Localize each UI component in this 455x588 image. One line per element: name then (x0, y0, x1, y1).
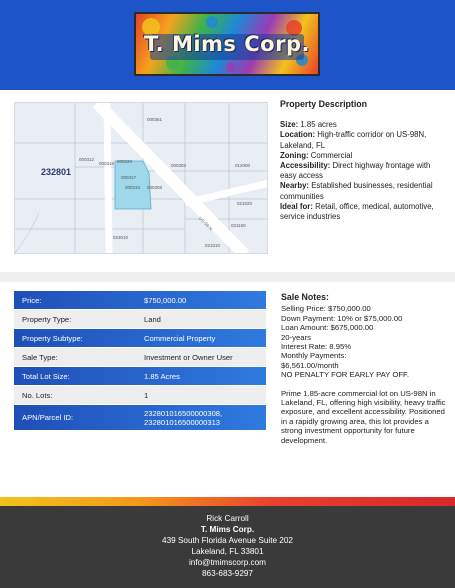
table-row (14, 329, 266, 348)
table-row (14, 310, 266, 329)
sale-notes (281, 293, 449, 445)
sale-notes-title: Sale Notes: (281, 292, 329, 302)
contact-footer (0, 506, 455, 588)
description-title: Property Description (280, 99, 368, 109)
row-value: Commercial Property (144, 333, 216, 343)
color-stripe (0, 497, 455, 506)
table-row (14, 291, 266, 310)
lot-label: 000020 (117, 159, 133, 164)
lot-label: 021020 (237, 201, 253, 206)
row-value: 232801016500000308, 232801016500000313 (144, 408, 223, 427)
row-value: 1.85 Acres (144, 371, 180, 381)
row-label: Property Type: (22, 314, 72, 324)
lot-label: 000303 (171, 163, 187, 168)
row-label: Price: (22, 295, 42, 305)
company-logo (134, 12, 320, 76)
table-row (14, 405, 266, 431)
lot-label: 000316 (99, 161, 115, 166)
row-value: Land (144, 314, 161, 324)
description-row: Location: High-traffic corridor on US-98N, Lakeland, FL (280, 130, 427, 150)
lot-label: 000361 (147, 117, 163, 122)
property-description (280, 99, 445, 222)
description-row: Nearby: Established businesses, residential communities (280, 181, 433, 201)
company-name: T. Mims Corp. (200, 525, 255, 534)
sale-note-line: Loan Amount: $675,000.00 (281, 323, 374, 333)
street-address: 439 South Florida Avenue Suite 202 (162, 536, 293, 545)
lot-label: 000317 (121, 175, 137, 180)
lot-label: 023010 (113, 235, 129, 240)
agent-name: Rick Carroll (206, 514, 249, 523)
row-value: Investment or Owner User (144, 352, 233, 362)
sale-note-line: $6,561.00/month (281, 360, 339, 370)
sale-note-line: NO PENALTY FOR EARLY PAY OFF. (281, 370, 410, 380)
row-label: Sale Type: (22, 352, 58, 362)
row-label: Property Subtype: (22, 333, 83, 343)
row-value: 1 (144, 390, 149, 400)
email-link[interactable]: info@tmimscorp.com (188, 558, 266, 567)
parcel-id-label: 232801 (41, 167, 72, 177)
description-row: Accessibility: Direct highway frontage with easy access (280, 161, 431, 181)
table-row (14, 367, 266, 386)
page-header (0, 0, 455, 90)
sale-note-line: Down Payment: 10% or $75,000.00 (281, 313, 403, 323)
sale-summary-paragraph: Prime 1.85-acre commercial lot on US-98N in Lakeland, FL, offering high visibility, heavy traffic exposure, and excellent accessibility. Positioned in a rapidly growing area, this lot provides a strong investment opportunity for future development. (281, 388, 446, 445)
sale-note-line: Selling Price: $750,000.00 (281, 304, 371, 314)
logo-text: T. Mims Corp. (144, 32, 310, 56)
lot-label: 021160 (231, 223, 246, 228)
sale-note-line: Monthly Payments: (281, 351, 347, 361)
city-state-zip: Lakeland, FL 33801 (191, 547, 264, 556)
lot-label: 000308 (147, 185, 163, 190)
section-divider (0, 272, 455, 282)
table-row (14, 386, 266, 405)
road-label: US-98 N (197, 215, 214, 232)
row-label: Total Lot Size: (22, 371, 70, 381)
lot-label: 021010 (205, 243, 221, 248)
sale-note-line: 20-years (281, 332, 311, 342)
lot-label: 012000 (235, 163, 251, 168)
parcel-map (14, 102, 268, 254)
sale-note-line: Interest Rate: 8.95% (281, 342, 352, 352)
lot-label: 000310 (125, 185, 141, 190)
phone-number[interactable]: 863-683-9297 (202, 569, 253, 578)
description-row: Ideal for: Retail, office, medical, automotive, service industries (280, 201, 434, 222)
property-details-table (14, 291, 266, 431)
description-row: Size: 1.85 acres (280, 120, 337, 130)
row-label: No. Lots: (22, 390, 53, 400)
row-label: APN/Parcel ID: (22, 413, 74, 422)
table-row (14, 348, 266, 367)
row-value: $750,000.00 (144, 295, 187, 305)
lot-label: 000312 (79, 157, 95, 162)
description-row: Zoning: Commercial (280, 150, 353, 160)
